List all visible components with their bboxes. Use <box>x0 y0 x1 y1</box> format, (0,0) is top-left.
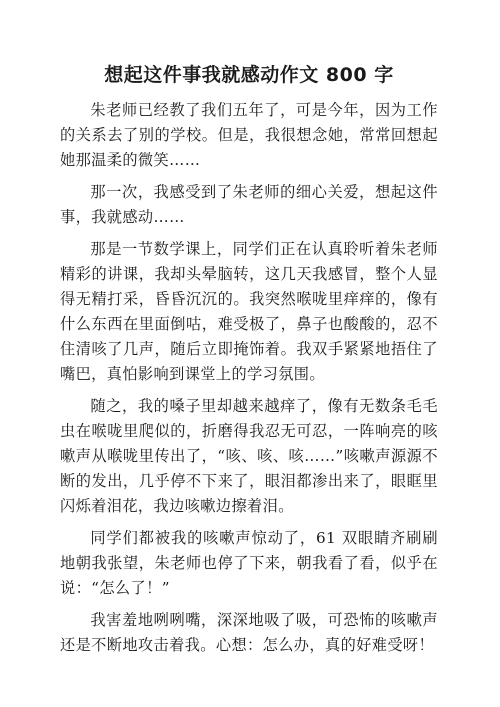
paragraph: 那一次，我感受到了朱老师的细心关爱，想起这件事，我就感动…… <box>60 183 438 226</box>
paragraph: 随之，我的嗓子里却越来越痒了，像有无数条毛毛虫在喉咙里爬似的，折磨得我忍无可忍，一阵响亮的咳嗽声从喉咙里传出了，“咳、咳、咳……”咳嗽声源源不断的发出，几乎停不下来了，眼泪都渗出来了，眼眶里闪烁着泪花，我边咳嗽边擦着泪。 <box>60 397 438 515</box>
paragraph: 那是一节数学课上，同学们正在认真聆听着朱老师精彩的讲课，我却头晕脑转，这几天我感冒，整个人显得无精打采，昏昏沉沉的。我突然喉咙里痒痒的，像有什么东西在里面倒咕，难受极了，鼻子也酸酸的，忍不住清咳了几声，随后立即掩饰着。我双手紧紧地捂住了嘴巴，真怕影响到课堂上的学习氛围。 <box>60 240 438 383</box>
paragraph: 朱老师已经教了我们五年了，可是今年，因为工作的关系去了别的学校。但是，我很想念她，常常回想起她那温柔的微笑…… <box>60 101 438 169</box>
document-body <box>60 98 438 658</box>
paragraph: 我害羞地咧咧嘴，深深地吸了吸，可恐怖的咳嗽声还是不断地攻击着我。心想：怎么办，真的好难受呀！ <box>60 611 438 654</box>
paragraph: 同学们都被我的咳嗽声惊动了，61 双眼睛齐刷刷地朝我张望，朱老师也停了下来，朝我看了看，似乎在说：“怎么了！” <box>60 529 438 597</box>
document-title: 想起这件事我就感动作文 800 字 <box>104 64 394 86</box>
